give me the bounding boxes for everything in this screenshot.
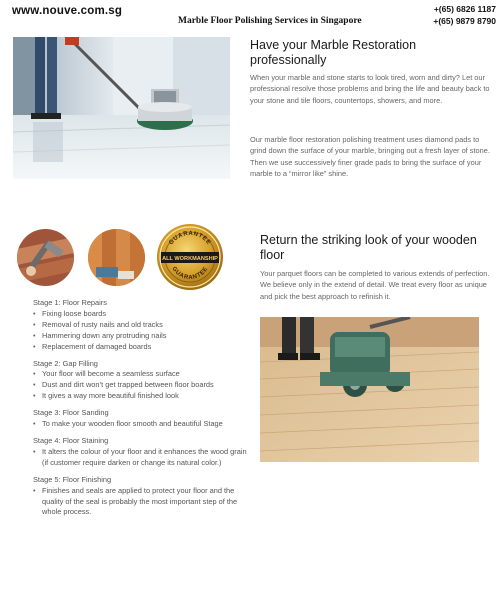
phone-number-2[interactable]: +(65) 9879 8790: [433, 16, 496, 26]
marble-heading: Have your Marble Restoration professionally: [250, 38, 417, 67]
phone-numbers: [433, 3, 496, 27]
list-item: • Dust and dirt won’t get trapped between floor boards: [33, 380, 248, 391]
list-item: • It alters the colour of your floor and it enhances the wood grain (if customer require darken or change its natural color.): [33, 447, 248, 469]
phone-number-1[interactable]: +(65) 6826 1187: [433, 4, 496, 14]
list-item: • Hammering down any protruding nails: [33, 331, 248, 342]
parquet-paragraph: Your parquet floors can be completed to various extends of perfection. We believe only in the extend of detail. We treat every floor as unique and pick the best approach to refinish it.: [260, 269, 490, 301]
stage-title: Stage 4: Floor Staining: [33, 435, 109, 445]
badge-top-text: GUARANTEE: [168, 230, 212, 247]
floor-sanding-photo: [260, 317, 479, 462]
parquet-heading: Return the striking look of your wooden floor: [260, 233, 477, 262]
list-item: • Finishes and seals are applied to protect your floor and the quality of the seal is probably the most important step of the whole process.: [33, 486, 248, 519]
marble-polishing-photo: [13, 37, 230, 179]
badge-bottom-text: GUARANTEE: [170, 265, 210, 282]
marble-paragraph-2: Our marble floor restoration polishing treatment uses diamond pads to grind down the surface of your marble, bringing out a fresh layer of stone. Then we use successively finer grade pads to bring the surface of your marble to a “mirror like” shine.: [250, 135, 490, 179]
list-item: • It gives a way more beautiful finished look: [33, 391, 248, 402]
stage-3: [33, 408, 248, 430]
gap-filling-photo: [88, 229, 145, 286]
stage-title: Stage 1: Floor Repairs: [33, 298, 107, 307]
stage-title: Stage 2: Gap Filling: [33, 358, 98, 368]
guarantee-badge: [156, 223, 224, 291]
stage-4: [33, 436, 248, 469]
stage-title: Stage 3: Floor Sanding: [33, 408, 109, 418]
doc-title: Marble Floor Polishing Services in Singapore: [178, 16, 362, 26]
stage-5: [33, 475, 248, 519]
list-item: • Removal of rusty nails and old tracks: [33, 320, 248, 331]
badge-middle-text: ALL WORKMANSHIP: [162, 256, 218, 262]
stages-list: [33, 298, 248, 524]
stage-title: Stage 5: Floor Finishing: [33, 474, 112, 484]
marble-paragraph-1: When your marble and stone starts to look tired, worn and dirty? Let our professional resolve those problems and bring the life and beauty back to your stone and tile floors, countertops, showers, and more.: [250, 73, 490, 105]
list-item: • Your floor will become a seamless surface: [33, 369, 248, 380]
list-item: • Replacement of damaged boards: [33, 342, 248, 353]
list-item: • To make your wooden floor smooth and beautiful Stage: [33, 419, 248, 430]
stage-2: [33, 359, 248, 403]
stage-1: [33, 298, 248, 353]
list-item: • Fixing loose boards: [33, 309, 248, 320]
floor-repair-photo: [17, 229, 74, 286]
site-url[interactable]: www.nouve.com.sg: [12, 5, 123, 17]
